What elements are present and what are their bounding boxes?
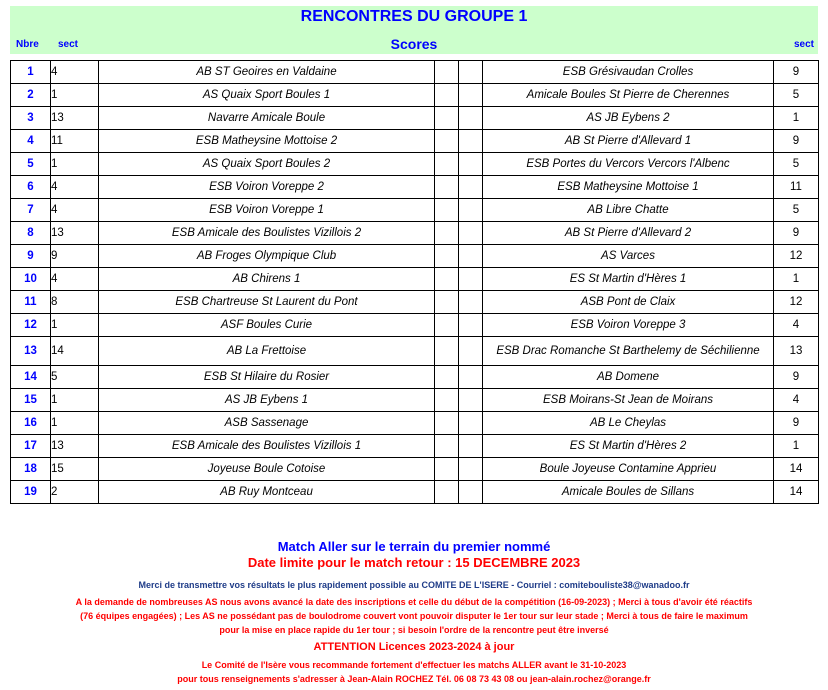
row-number: 7 [11,199,51,222]
row-number: 1 [11,61,51,84]
away-team: ESB Voiron Voreppe 3 [483,314,774,337]
away-team: Boule Joyeuse Contamine Apprieu [483,458,774,481]
away-team: AB Domene [483,366,774,389]
matches-table [10,60,819,504]
table-row [11,314,819,337]
away-team: AB St Pierre d'Allevard 2 [483,222,774,245]
title-bar [10,6,818,54]
home-score [435,291,459,314]
away-sector: 13 [774,337,819,366]
away-sector: 14 [774,481,819,504]
row-number: 6 [11,176,51,199]
away-score [459,222,483,245]
away-sector: 5 [774,84,819,107]
away-score [459,458,483,481]
home-team: ESB Voiron Voreppe 1 [99,199,435,222]
home-team: ESB St Hilaire du Rosier [99,366,435,389]
row-number: 11 [11,291,51,314]
away-team: ESB Drac Romanche St Barthelemy de Séchilienne [483,337,774,366]
table-row [11,412,819,435]
footer-line-1: Match Aller sur le terrain du premier nommé [277,539,551,554]
home-sector: 4 [51,199,99,222]
home-team: AS Quaix Sport Boules 1 [99,84,435,107]
away-sector: 9 [774,412,819,435]
away-sector: 4 [774,389,819,412]
row-number: 12 [11,314,51,337]
footer-line-9: pour tous renseignements s'adresser à Jean-Alain ROCHEZ Tél. 06 08 73 43 08 ou jean-alain.rochez@orange.fr [177,674,651,684]
home-score [435,337,459,366]
row-number: 17 [11,435,51,458]
home-team: Joyeuse Boule Cotoise [99,458,435,481]
away-team: AS JB Eybens 2 [483,107,774,130]
away-score [459,268,483,291]
away-sector: 9 [774,222,819,245]
home-sector: 1 [51,153,99,176]
away-sector: 5 [774,199,819,222]
table-row [11,337,819,366]
home-sector: 4 [51,268,99,291]
table-row [11,153,819,176]
home-score [435,458,459,481]
header-sect-right: sect [794,39,815,50]
home-team: ESB Voiron Voreppe 2 [99,176,435,199]
home-team: AS Quaix Sport Boules 2 [99,153,435,176]
away-score [459,481,483,504]
home-team: AB Froges Olympique Club [99,245,435,268]
footer-line-3: Merci de transmettre vos résultats le plus rapidement possible au COMITE DE L'ISERE - Courriel : comitebouliste38@wanadoo.fr [138,580,690,590]
home-score [435,84,459,107]
away-team: Amicale Boules de Sillans [483,481,774,504]
row-number: 10 [11,268,51,291]
home-sector: 15 [51,458,99,481]
page-title: RENCONTRES DU GROUPE 1 [300,8,528,25]
table-row [11,84,819,107]
away-score [459,366,483,389]
away-team: AB Le Cheylas [483,412,774,435]
home-team: Navarre Amicale Boule [99,107,435,130]
away-team: ES St Martin d'Hères 1 [483,268,774,291]
home-sector: 5 [51,366,99,389]
away-team: AB Libre Chatte [483,199,774,222]
home-score [435,435,459,458]
away-score [459,61,483,84]
away-score [459,199,483,222]
row-number: 9 [11,245,51,268]
home-team: ESB Matheysine Mottoise 2 [99,130,435,153]
away-score [459,337,483,366]
row-number: 13 [11,337,51,366]
home-team: ESB Amicale des Boulistes Vizillois 2 [99,222,435,245]
row-number: 4 [11,130,51,153]
table-row [11,458,819,481]
home-score [435,199,459,222]
away-team: ASB Pont de Claix [483,291,774,314]
away-score [459,176,483,199]
home-sector: 13 [51,107,99,130]
home-score [435,268,459,291]
home-sector: 1 [51,389,99,412]
home-sector: 9 [51,245,99,268]
away-score [459,412,483,435]
away-score [459,389,483,412]
table-row [11,107,819,130]
table-row [11,245,819,268]
away-team: ESB Portes du Vercors Vercors l'Albenc [483,153,774,176]
home-score [435,222,459,245]
header-sect: sect [58,39,79,50]
footer-line-6: pour la mise en place rapide du 1er tour ; si besoin l'ordre de la rencontre peut être inversé [219,625,609,635]
home-team: ESB Amicale des Boulistes Vizillois 1 [99,435,435,458]
away-team: Amicale Boules St Pierre de Cherennes [483,84,774,107]
home-score [435,107,459,130]
away-score [459,245,483,268]
home-sector: 4 [51,61,99,84]
row-number: 14 [11,366,51,389]
home-team: AB La Frettoise [99,337,435,366]
row-number: 2 [11,84,51,107]
away-sector: 5 [774,153,819,176]
table-row [11,435,819,458]
away-score [459,314,483,337]
home-sector: 14 [51,337,99,366]
home-score [435,366,459,389]
row-number: 5 [11,153,51,176]
away-sector: 1 [774,268,819,291]
away-score [459,107,483,130]
home-score [435,481,459,504]
row-number: 16 [11,412,51,435]
away-sector: 9 [774,366,819,389]
away-sector: 9 [774,61,819,84]
footer-line-8: Le Comité de l'Isère vous recommande fortement d'effectuer les matchs ALLER avant le 31-10-2023 [201,660,627,670]
home-team: AB Chirens 1 [99,268,435,291]
away-team: ESB Matheysine Mottoise 1 [483,176,774,199]
table-row [11,268,819,291]
table-row [11,199,819,222]
home-team: ASB Sassenage [99,412,435,435]
home-score [435,153,459,176]
table-row [11,130,819,153]
table-row [11,222,819,245]
away-team: AB St Pierre d'Allevard 1 [483,130,774,153]
away-score [459,435,483,458]
home-score [435,245,459,268]
header-scores: Scores [390,36,438,52]
home-sector: 13 [51,435,99,458]
row-number: 18 [11,458,51,481]
home-score [435,61,459,84]
home-sector: 1 [51,314,99,337]
home-team: AS JB Eybens 1 [99,389,435,412]
away-score [459,291,483,314]
home-team: ASF Boules Curie [99,314,435,337]
away-sector: 4 [774,314,819,337]
home-team: ESB Chartreuse St Laurent du Pont [99,291,435,314]
home-sector: 13 [51,222,99,245]
home-sector: 8 [51,291,99,314]
home-team: AB Ruy Montceau [99,481,435,504]
matches-body [11,61,819,504]
home-score [435,412,459,435]
row-number: 19 [11,481,51,504]
table-row [11,291,819,314]
home-sector: 1 [51,84,99,107]
away-team: ES St Martin d'Hères 2 [483,435,774,458]
home-sector: 1 [51,412,99,435]
table-row [11,481,819,504]
away-sector: 1 [774,107,819,130]
away-sector: 11 [774,176,819,199]
row-number: 8 [11,222,51,245]
footer-line-2: Date limite pour le match retour : 15 DECEMBRE 2023 [247,555,581,570]
away-sector: 14 [774,458,819,481]
away-team: ESB Grésivaudan Crolles [483,61,774,84]
home-score [435,314,459,337]
away-score [459,130,483,153]
away-sector: 12 [774,291,819,314]
footer-line-5: (76 équipes engagées) ; Les AS ne possédant pas de boulodrome couvert vont pouvoir disputer le 1er tour sur leur stade ; Merci à tous de faire le maximum [80,611,748,621]
table-row [11,389,819,412]
away-sector: 1 [774,435,819,458]
away-sector: 12 [774,245,819,268]
home-sector: 11 [51,130,99,153]
table-row [11,61,819,84]
home-sector: 2 [51,481,99,504]
home-score [435,176,459,199]
home-score [435,130,459,153]
home-team: AB ST Geoires en Valdaine [99,61,435,84]
row-number: 3 [11,107,51,130]
home-score [435,389,459,412]
home-sector: 4 [51,176,99,199]
header-nbre: Nbre [16,39,39,50]
footer-line-7: ATTENTION Licences 2023-2024 à jour [313,641,515,653]
away-score [459,84,483,107]
table-row [11,366,819,389]
away-sector: 9 [774,130,819,153]
table-row [11,176,819,199]
away-score [459,153,483,176]
row-number: 15 [11,389,51,412]
footer-line-4: A la demande de nombreuses AS nous avons avancé la date des inscriptions et celle du début de la compétition (16-09-2023) ; Merci à tous d'avoir été réactifs [75,597,753,607]
away-team: AS Varces [483,245,774,268]
away-team: ESB Moirans-St Jean de Moirans [483,389,774,412]
